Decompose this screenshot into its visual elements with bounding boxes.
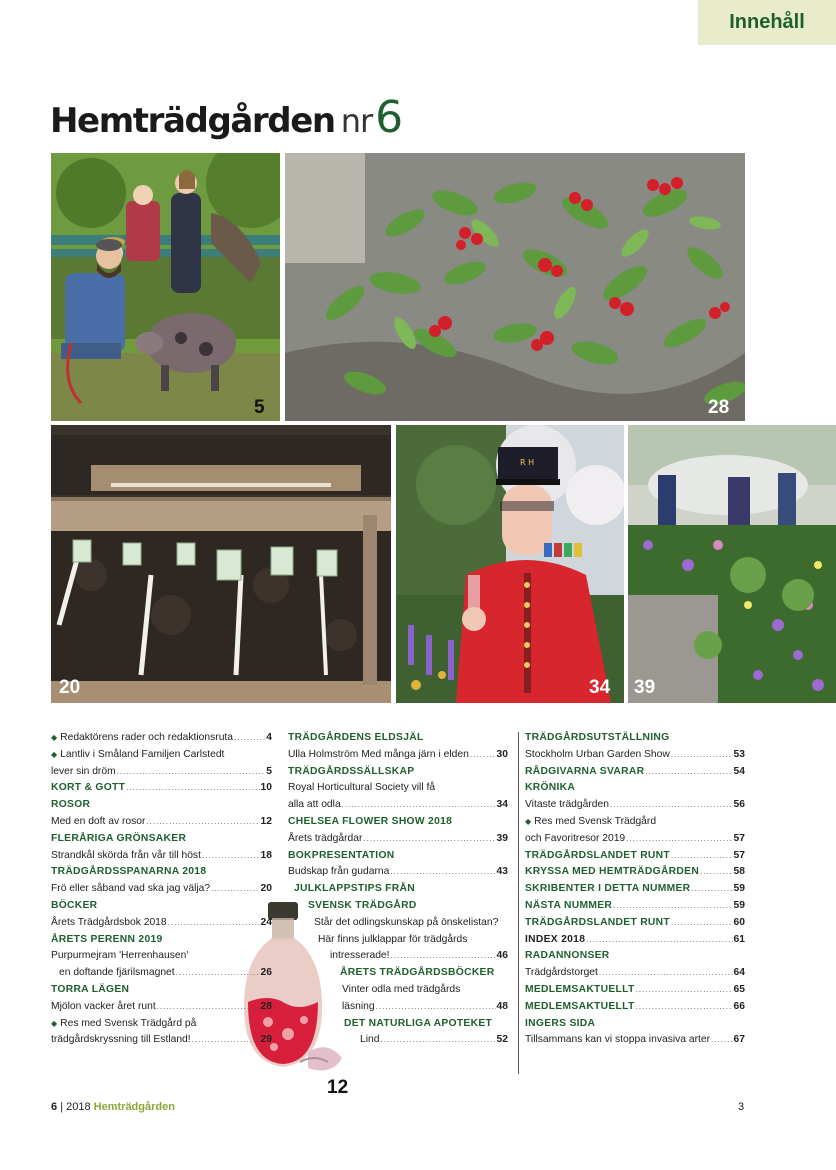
toc-category: ÅRETS PERENN 2019 (51, 933, 163, 945)
svg-text:R H: R H (520, 458, 535, 467)
page-badge-12: 12 (327, 1077, 349, 1098)
toc-category: SVENSK TRÄDGÅRD (308, 899, 417, 911)
toc-entry[interactable]: Vinter odla med trädgårds (342, 983, 461, 995)
toc-category[interactable]: SKRIBENTER I DETTA NUMMER ..... 59 (525, 881, 745, 898)
toc-category[interactable]: TRÄDGÅRDSLANDET RUNT ..... 60 (525, 915, 745, 932)
column-divider (518, 732, 519, 1074)
page-badge-28: 28 (708, 397, 730, 418)
toc-entry[interactable]: Purpurmejram 'Herrenhausen' (51, 950, 189, 962)
footer-magazine: Hemträdgården (93, 1101, 175, 1113)
footer-year: 2018 (66, 1101, 91, 1113)
toc-entry[interactable]: Trädgårdstorget ..... 64 (525, 965, 745, 982)
toc-entry[interactable]: Strandkål skörda från vår till höst ..... 18 (51, 848, 272, 865)
toc-entry[interactable]: ◆ Res med Svensk Trädgård (525, 815, 657, 827)
toc-category: BOKPRESENTATION (288, 849, 395, 861)
toc-entry[interactable]: en doftande fjärilsmagnet ..... 26 (51, 965, 272, 982)
photo-show-garden[interactable] (628, 425, 836, 703)
toc-category[interactable]: KRYSSA MED HEMTRÄDGÅRDEN ..... 58 (525, 864, 745, 881)
toc-entry[interactable]: alla att odla ..... 34 (288, 797, 508, 814)
issue-label: nr (340, 102, 373, 140)
bullet-icon: ◆ (51, 733, 58, 742)
toc-category[interactable]: RÅDGIVARNA SVARAR ..... 54 (525, 764, 745, 781)
page-badge-34: 34 (589, 677, 611, 698)
toc-column-3 (525, 730, 745, 1049)
toc-entry[interactable]: Lind ..... 52 (288, 1032, 508, 1049)
toc-entry[interactable]: läsning ..... 48 (288, 999, 508, 1016)
toc-category[interactable]: NÄSTA NUMMER ..... 59 (525, 898, 745, 915)
footer-separator: | (60, 1101, 64, 1113)
toc-entry[interactable]: och Favoritresor 2019 ..... 57 (525, 831, 745, 848)
toc-entry[interactable]: Årets trädgårdar ..... 39 (288, 831, 508, 848)
toc-category: BÖCKER (51, 899, 98, 911)
toc-entry[interactable]: ◆ Lantliv i Småland Familjen Carlstedt (51, 748, 225, 760)
toc-entry[interactable]: Stockholm Urban Garden Show ..... 53 (525, 747, 745, 764)
toc-category: FLERÅRIGA GRÖNSAKER (51, 832, 187, 844)
photo-family-with-pig[interactable] (51, 153, 280, 421)
toc-category: INGERS SIDA (525, 1017, 596, 1029)
pdf-page-number: 3 (738, 1101, 745, 1113)
toc-category[interactable]: TRÄDGÅRDSLANDET RUNT ..... 57 (525, 848, 745, 865)
bullet-icon: ◆ (51, 749, 58, 759)
magazine-name: Hemträdgården (50, 101, 335, 141)
toc-entry[interactable]: lever sin dröm ..... 5 (51, 764, 272, 781)
photo-red-berries[interactable] (285, 153, 745, 421)
footer-folio (51, 1101, 175, 1113)
toc-category[interactable]: INDEX 2018 ..... 61 (525, 932, 745, 949)
page-badge-39: 39 (634, 677, 656, 698)
toc-entry[interactable]: Årets Trädgårdsbok 2018 ..... 24 (51, 915, 272, 932)
toc-entry[interactable]: Mjölon vacker året runt ..... 28 (51, 999, 272, 1016)
photo-raised-bed[interactable] (51, 425, 391, 703)
section-tab (698, 0, 836, 45)
page-badge-5: 5 (254, 397, 265, 418)
toc-category: TRÄDGÅRDSUTSTÄLLNING (525, 732, 670, 743)
toc-category: CHELSEA FLOWER SHOW 2018 (288, 815, 453, 827)
toc-entry[interactable]: trädgårdskryssning till Estland! ..... 29 (51, 1032, 272, 1049)
toc-column-1 (51, 730, 272, 1049)
toc-entry[interactable]: Budskap från gudarna ..... 43 (288, 864, 508, 881)
section-tab-label: Innehåll (729, 11, 805, 33)
toc-category[interactable]: KORT & GOTT ..... 10 (51, 780, 272, 797)
photo-chelsea-pensioner[interactable] (396, 425, 624, 703)
toc-category: DET NATURLIGA APOTEKET (344, 1017, 493, 1029)
toc-entry[interactable]: Royal Horticultural Society vill få (288, 782, 436, 794)
toc-category[interactable]: MEDLEMSAKTUELLT ..... 65 (525, 982, 745, 999)
toc-category: JULKLAPPSTIPS FRÅN (294, 883, 415, 895)
toc-category: TRÄDGÅRDENS ELDSJÄL (288, 732, 424, 743)
issue-number: 6 (375, 92, 404, 143)
toc-category: TORRA LÄGEN (51, 983, 130, 995)
toc-category: ROSOR (51, 799, 91, 811)
toc-entry[interactable]: Tillsammans kan vi stoppa invasiva arter ..... 67 (525, 1032, 745, 1049)
toc-category: TRÄDGÅRDSSPANARNA 2018 (51, 866, 207, 878)
toc-column-2 (288, 730, 508, 1049)
footer-page-number: 6 (51, 1101, 58, 1113)
toc-category: KRÖNIKA (525, 782, 576, 794)
toc-entry[interactable]: intresserade! ..... 46 (288, 948, 508, 965)
toc-entry[interactable]: Frö eller såband vad ska jag välja? ..... 20 (51, 881, 272, 898)
bullet-icon: ◆ (51, 1018, 58, 1028)
toc-category: ÅRETS TRÄDGÅRDSBÖCKER (340, 967, 495, 979)
toc-entry[interactable]: Vitaste trädgården ..... 56 (525, 797, 745, 814)
toc-entry[interactable]: Med en doft av rosor ..... 12 (51, 814, 272, 831)
toc-category: RADANNONSER (525, 950, 610, 962)
toc-category[interactable]: MEDLEMSAKTUELLT ..... 66 (525, 999, 745, 1016)
page-badge-20: 20 (59, 677, 81, 698)
page-title (50, 92, 404, 143)
toc-entry[interactable]: Ulla Holmström Med många järn i elden ..... 30 (288, 747, 508, 764)
bullet-icon: ◆ (525, 816, 532, 826)
toc-entry[interactable]: ◆ Redaktörens rader och redaktionsruta ..... 4 (51, 730, 272, 747)
toc-entry[interactable]: Här finns julklappar för trädgårds (318, 933, 468, 945)
toc-entry[interactable]: Står det odlingskunskap på önskelistan? (314, 916, 499, 928)
toc-category: TRÄDGÅRDSSÄLLSKAP (288, 765, 415, 777)
toc-entry[interactable]: ◆ Res med Svensk Trädgård på (51, 1017, 197, 1029)
